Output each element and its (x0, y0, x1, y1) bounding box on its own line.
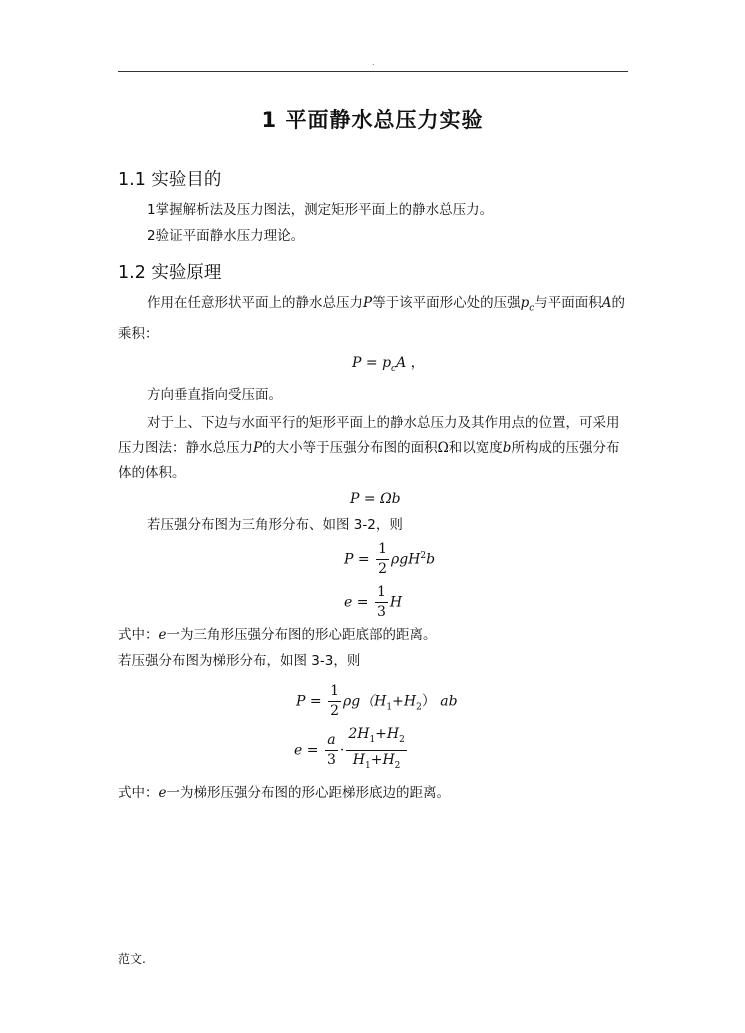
header-rule (118, 71, 628, 72)
header-mark: . (372, 58, 375, 67)
section-1-heading: 1.1 实验目的 (118, 170, 222, 190)
principle-paragraph-7: 式中：e一为梯形压强分布图的形心距梯形底边的距离。 (118, 785, 450, 801)
principle-paragraph-4: 若压强分布图为三角形分布、如图 3-2，则 (147, 517, 403, 533)
page-title: 1 平面静水总压力实验 (261, 108, 484, 132)
objective-item-1: 1掌握解析法及压力图法，测定矩形平面上的静水总压力。 (147, 202, 494, 218)
equation-2: P = Ωb (350, 491, 401, 507)
principle-paragraph-1: 作用在任意形状平面上的静水总压力P等于该平面形心处的压强$p_c$与平面面积A的乘积： (118, 295, 626, 342)
equation-3: P = $\frac{1}{2}$ ρgH$^2$b (344, 541, 436, 577)
page-footer: 范文. (118, 952, 146, 966)
objective-item-2: 2验证平面静水压力理论。 (147, 228, 305, 244)
principle-paragraph-2: 方向垂直指向受压面。 (147, 387, 282, 403)
equation-1: $P = p_cA$ ， (352, 355, 425, 374)
principle-paragraph-3: 对于上、下边与水面平行的矩形平面上的静水总压力及其作用点的位置，可采用压力图法：静水总压力P的大小等于压强分布图的面积Ω和以宽度b所构成的压强分布体的体积。 (118, 415, 620, 481)
principle-paragraph-5: 式中：e一为三角形压强分布图的形心距底部的距离。 (118, 627, 437, 643)
principle-paragraph-6: 若压强分布图为梯形分布，如图 3-3，则 (118, 653, 361, 669)
equation-6: e = $\frac{a}{3}$ · $\frac{2H_1+H_2}{H_1+H_2}$ (294, 726, 405, 771)
equation-5: P = $\frac{1}{2}$ $\rho g(H_1+H_2)$ ab (296, 683, 458, 719)
section-2-heading: 1.2 实验原理 (118, 263, 222, 283)
equation-4: e = $\frac{1}{3}$ H (344, 584, 403, 620)
